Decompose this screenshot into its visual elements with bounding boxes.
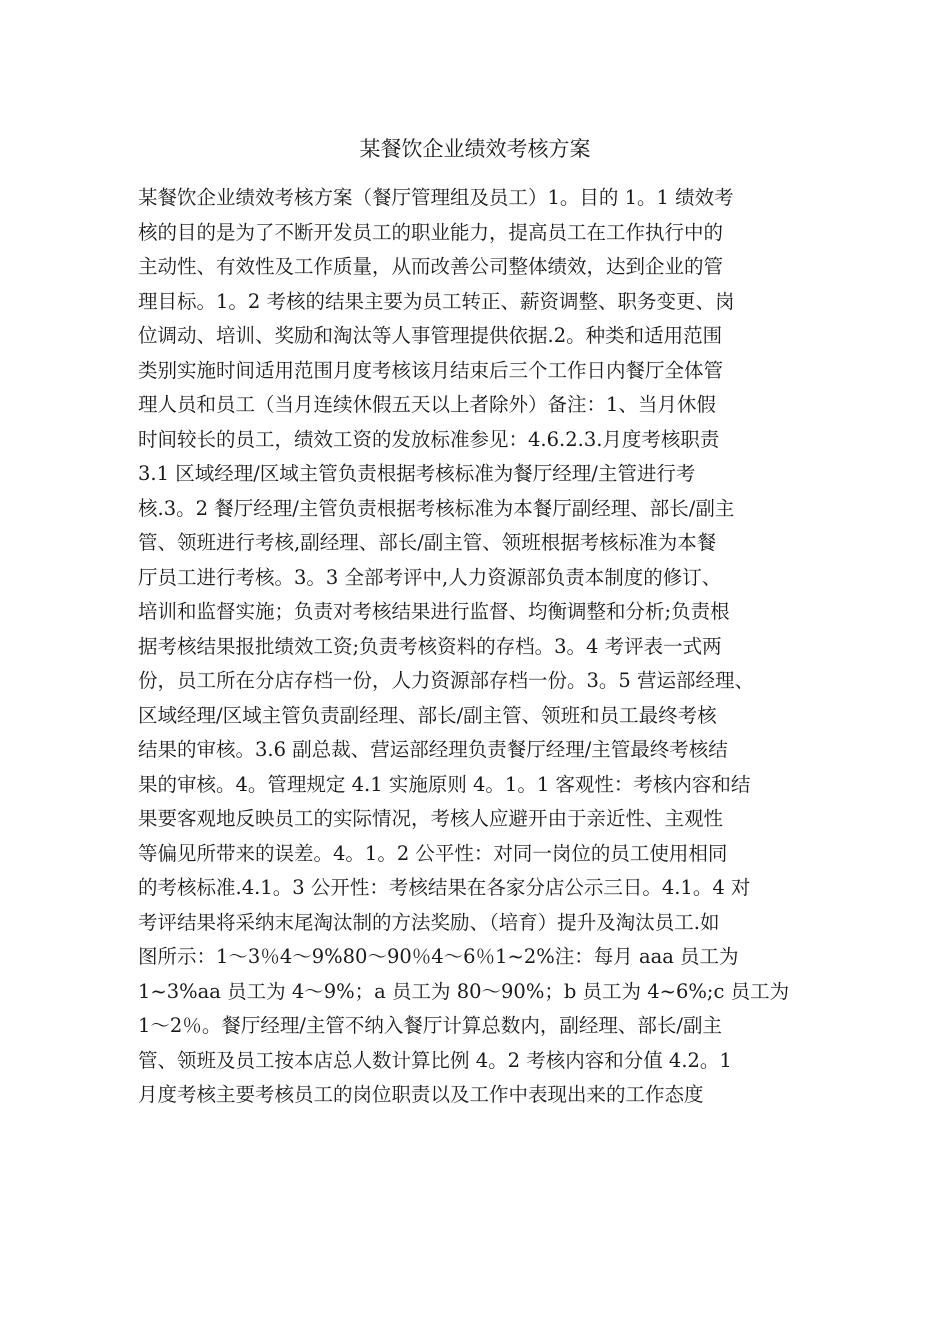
body-line: 1~3%aa 员工为 4～9%；a 员工为 80～90%；b 员工为 4~6%;c 员工为 — [138, 979, 790, 1003]
body-line: 区域经理/区域主管负责副经理、部长/副主管、领班和员工最终考核 — [138, 703, 717, 727]
body-line: 1～2％。餐厅经理/主管不纳入餐厅计算总数内，副经理、部长/副主 — [138, 1014, 722, 1037]
document-title: 某餐饮企业绩效考核方案 — [359, 137, 591, 161]
body-line: 位调动、培训、奖励和淘汰等人事管理提供依据.2。种类和适用范围 — [138, 324, 723, 347]
body-line: 图所示：1～3％4～9%80～90％4～6％1~2%注：每月 aaa 员工为 — [138, 945, 739, 968]
body-line: 3.1 区域经理/区域主管负责根据考核标准为餐厅经理/主管进行考 — [138, 462, 696, 485]
body-line: 果的审核。4。管理规定 4.1 实施原则 4。1。1 客观性：考核内容和结 — [138, 772, 751, 796]
body-line: 主动性、有效性及工作质量，从而改善公司整体绩效，达到企业的管 — [138, 255, 724, 278]
body-line: 结果的审核。3.6 副总裁、营运部经理负责餐厅经理/主管最终考核结 — [138, 738, 728, 761]
body-line: 的考核标准.4.1。3 公开性：考核结果在各家分店公示三日。4.1。4 对 — [138, 876, 751, 899]
body-line: 份，员工所在分店存档一份，人力资源部存档一份。3。5 营运部经理、 — [138, 669, 755, 692]
body-line: 某餐饮企业绩效考核方案（餐厅管理组及员工）1。目的 1。1 绩效考 — [138, 186, 734, 209]
body-line: 考评结果将采纳末尾淘汰制的方法奖励、（培育）提升及淘汰员工.如 — [138, 910, 720, 934]
body-line: 核.3。2 餐厅经理/主管负责根据考核标准为本餐厅副经理、部长/副主 — [138, 496, 735, 520]
document-body — [138, 181, 828, 1113]
body-line: 据考核结果报批绩效工资;负责考核资料的存档。3。4 考评表一式两 — [138, 634, 722, 658]
body-line: 时间较长的员工，绩效工资的发放标准参见：4.6.2.3.月度考核职责 — [138, 427, 720, 451]
body-line: 月度考核主要考核员工的岗位职责以及工作中表现出来的工作态度 — [138, 1083, 704, 1106]
body-line: 理人员和员工（当月连续休假五天以上者除外）备注：1、当月休假 — [138, 393, 716, 416]
body-line: 培训和监督实施；负责对考核结果进行监督、均衡调整和分析;负责根 — [138, 600, 730, 623]
body-line: 等偏见所带来的误差。4。1。2 公平性：对同一岗位的员工使用相同 — [138, 841, 728, 865]
body-line: 管、领班及员工按本店总人数计算比例 4。2 考核内容和分值 4.2。1 — [138, 1048, 732, 1072]
body-line: 理目标。1。2 考核的结果主要为员工转正、薪资调整、职务变更、岗 — [138, 289, 735, 313]
body-line: 核的目的是为了不断开发员工的职业能力，提高员工在工作执行中的 — [138, 220, 724, 244]
body-line: 果要客观地反映员工的实际情况，考核人应避开由于亲近性、主观性 — [138, 807, 724, 830]
body-line: 类别实施时间适用范围月度考核该月结束后三个工作日内餐厅全体管 — [138, 358, 724, 382]
body-line: 厅员工进行考核。3。3 全部考评中,人力资源部负责本制度的修订、 — [138, 565, 722, 589]
body-line: 管、领班进行考核,副经理、部长/副主管、领班根据考核标准为本餐 — [138, 531, 717, 554]
